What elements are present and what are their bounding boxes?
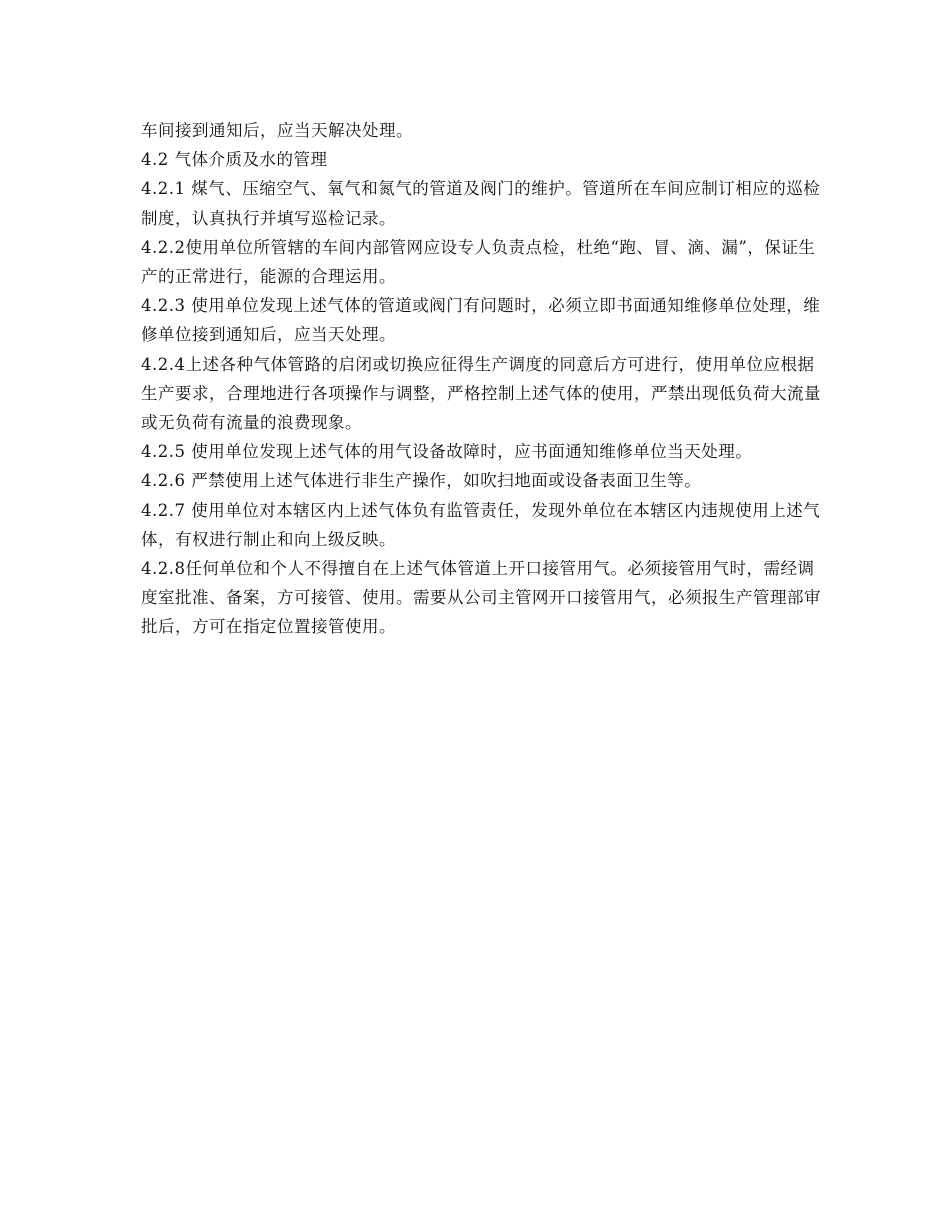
section-heading-4-2: 4.2 气体介质及水的管理 [141,150,328,170]
paragraph-4-2-4: 4.2.4上述各种气体管路的启闭或切换应征得生产调度的同意后方可进行，使用单位应根据生产要求，合理地进行各项操作与调整，严格控制上述气体的使用，严禁出现低负荷大流量或无负荷有流量的浪费现象。 [141,354,821,433]
paragraph-4-2-2: 4.2.2使用单位所管辖的车间内部管网应设专人负责点检，杜绝“跑、冒、滴、漏”，保证生产的正常进行，能源的合理运用。 [141,237,816,287]
paragraph-4-2-6: 4.2.6 严禁使用上述气体进行非生产操作，如吹扫地面或设备表面卫生等。 [141,471,702,491]
paragraph-continuation: 车间接到通知后，应当天解决处理。 [141,121,413,140]
paragraph-4-2-7: 4.2.7 使用单位对本辖区内上述气体负有监管责任，发现外单位在本辖区内违规使用上述气体，有权进行制止和向上级反映。 [141,500,821,549]
paragraph-4-2-1: 4.2.1 煤气、压缩空气、氧气和氮气的管道及阀门的维护。管道所在车间应制订相应的巡检制度，认真执行并填写巡检记录。 [141,179,821,228]
paragraph-4-2-5: 4.2.5 使用单位发现上述气体的用气设备故障时，应书面通知维修单位当天处理。 [141,442,753,462]
document-body [141,116,821,642]
paragraph-4-2-3: 4.2.3 使用单位发现上述气体的管道或阀门有问题时，必须立即书面通知维修单位处理，维修单位接到通知后，应当天处理。 [141,296,821,345]
paragraph-4-2-8: 4.2.8任何单位和个人不得擅自在上述气体管道上开口接管用气。必须接管用气时，需经调度室批准、备案，方可接管、使用。需要从公司主管网开口接管用气，必须报生产管理部审批后，方可在指定位置接管使用。 [141,559,821,637]
